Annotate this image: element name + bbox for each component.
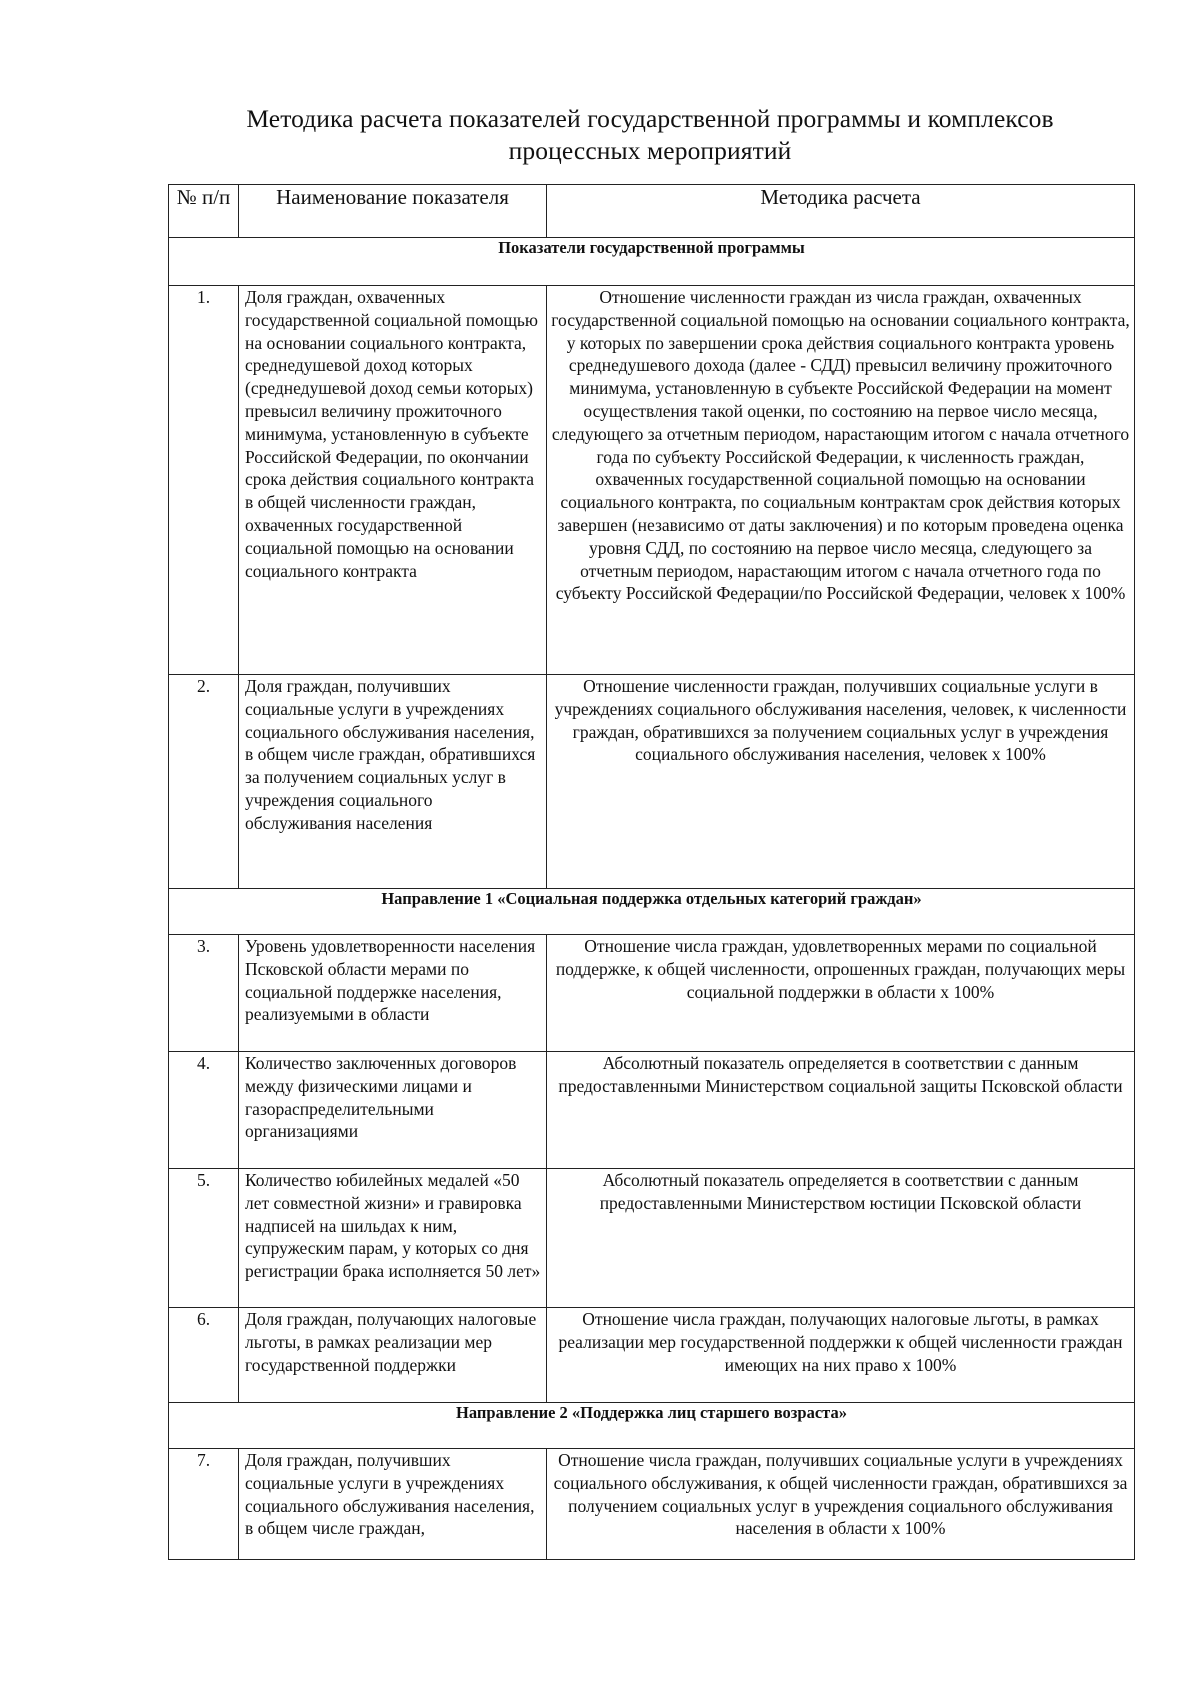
section-title: Показатели государственной программы [169, 238, 1135, 286]
table-row [169, 1052, 1135, 1169]
calculation-method: Отношение числа граждан, получающих налоговые льготы, в рамках реализации мер государственной поддержки к общей численности граждан имеющих на них право х 100% [547, 1308, 1135, 1403]
calculation-method: Отношение числа граждан, удовлетворенных мерами по социальной поддержке, к общей численности, опрошенных граждан, получающих меры социальной поддержки в области х 100% [547, 935, 1135, 1052]
indicator-name: Уровень удовлетворенности населения Псковской области мерами по социальной поддержке населения, реализуемыми в области [239, 935, 547, 1052]
section-row [169, 889, 1135, 935]
section-row [169, 1403, 1135, 1449]
section-title: Направление 1 «Социальная поддержка отдельных категорий граждан» [169, 889, 1135, 935]
row-number: 5. [169, 1169, 239, 1308]
header-calculation-method: Методика расчета [547, 185, 1135, 238]
calculation-method: Абсолютный показатель определяется в соответствии с данным предоставленными Министерством социальной защиты Псковской области [547, 1052, 1135, 1169]
table-header-row [169, 185, 1135, 238]
indicators-table [168, 184, 1135, 1560]
table-row [169, 286, 1135, 675]
header-indicator-name: Наименование показателя [239, 185, 547, 238]
row-number: 6. [169, 1308, 239, 1403]
table-row [169, 1308, 1135, 1403]
section-row [169, 238, 1135, 286]
calculation-method: Абсолютный показатель определяется в соответствии с данным предоставленными Министерством юстиции Псковской области [547, 1169, 1135, 1308]
section-title: Направление 2 «Поддержка лиц старшего возраста» [169, 1403, 1135, 1449]
indicator-name: Количество юбилейных медалей «50 лет совместной жизни» и гравировка надписей на шильдах к ним, супружеским парам, у которых со дня регистрации брака исполняется 50 лет» [239, 1169, 547, 1308]
title-line-1: Методика расчета показателей государственной программы и комплексов [246, 104, 1054, 133]
table-row [169, 675, 1135, 889]
calculation-method: Отношение численности граждан из числа граждан, охваченных государственной социальной помощью на основании социального контракта, у которых по завершении срока действия социального контракта уровень среднедушевого дохода (далее - СДД) превысил величину прожиточного минимума, установленную в субъекте Российской Федерации на момент осуществления такой оценки, по состоянию на первое число месяца, следующего за отчетным периодом, нарастающим итогом с начала отчетного года по субъекту Российской Федерации, к численность граждан, охваченных государственной социальной помощью на основании социального контракта, по социальным контрактам срок действия которых завершен (независимо от даты заключения) и по которым проведена оценка уровня СДД, по состоянию на первое число месяца, следующего за отчетным периодом, нарастающим итогом с начала отчетного года по субъекту Российской Федерации/по Российской Федерации, человек х 100% [547, 286, 1135, 675]
header-number: № п/п [169, 185, 239, 238]
indicator-name: Доля граждан, получивших социальные услуги в учреждениях социального обслуживания населения, в общем числе граждан, [239, 1449, 547, 1560]
table-row [169, 1169, 1135, 1308]
indicator-name: Доля граждан, получивших социальные услуги в учреждениях социального обслуживания населения, в общем числе граждан, обратившихся за получением социальных услуг в учреждения социального обслуживания населения [239, 675, 547, 889]
indicator-name: Доля граждан, охваченных государственной социальной помощью на основании социального контракта, среднедушевой доход которых (среднедушевой доход семьи которых) превысил величину прожиточного минимума, установленную в субъекте Российской Федерации, по окончании срока действия социального контракта в общей численности граждан, охваченных государственной социальной помощью на основании социального контракта [239, 286, 547, 675]
calculation-method: Отношение числа граждан, получивших социальные услуги в учреждениях социального обслуживания, к общей численности граждан, обратившихся за получением социальных услуг в учреждения социального обслуживания населения в области х 100% [547, 1449, 1135, 1560]
row-number: 2. [169, 675, 239, 889]
row-number: 4. [169, 1052, 239, 1169]
document-title [150, 103, 1150, 167]
row-number: 3. [169, 935, 239, 1052]
indicator-name: Количество заключенных договоров между физическими лицами и газораспределительными организациями [239, 1052, 547, 1169]
row-number: 7. [169, 1449, 239, 1560]
row-number: 1. [169, 286, 239, 675]
indicator-name: Доля граждан, получающих налоговые льготы, в рамках реализации мер государственной поддержки [239, 1308, 547, 1403]
title-line-2: процессных мероприятий [508, 136, 792, 165]
calculation-method: Отношение численности граждан, получивших социальные услуги в учреждениях социального обслуживания населения, человек, к численности граждан, обратившихся за получением социальных услуг в учреждения социального обслуживания населения, человек х 100% [547, 675, 1135, 889]
table-row [169, 1449, 1135, 1560]
table-row [169, 935, 1135, 1052]
